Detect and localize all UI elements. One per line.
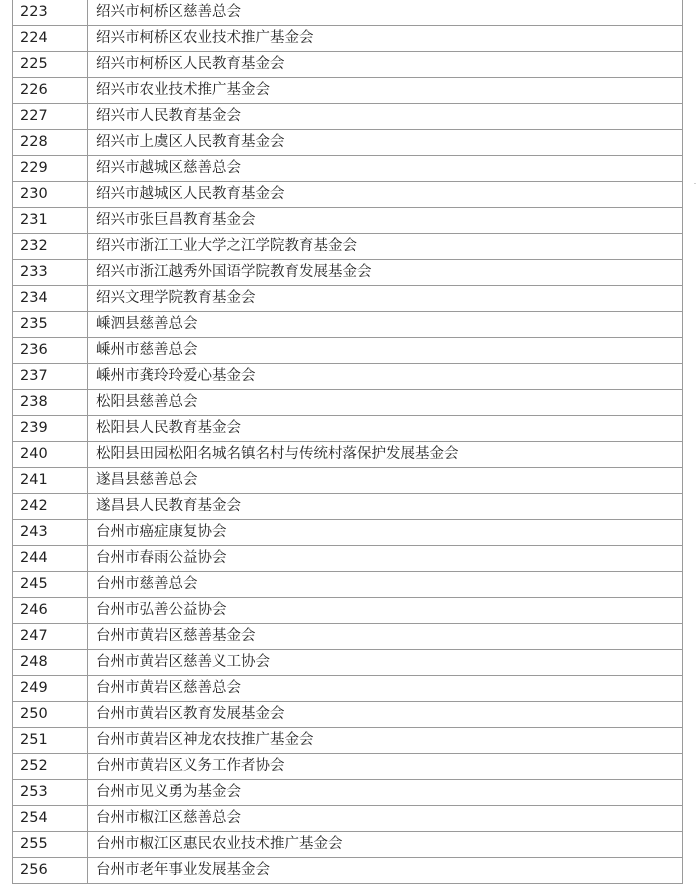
organization-name-cell: 台州市老年事业发展基金会 <box>88 858 683 884</box>
table-row <box>13 156 683 182</box>
organization-name-cell: 松阳县慈善总会 <box>88 390 683 416</box>
organization-name-cell: 绍兴市柯桥区慈善总会 <box>88 0 683 26</box>
row-number-cell: 224 <box>13 26 88 52</box>
row-number-cell: 237 <box>13 364 88 390</box>
row-number-cell: 253 <box>13 780 88 806</box>
table-row <box>13 572 683 598</box>
table-row <box>13 208 683 234</box>
organization-name-cell: 绍兴市浙江越秀外国语学院教育发展基金会 <box>88 260 683 286</box>
table-row <box>13 520 683 546</box>
organization-name-cell: 绍兴市人民教育基金会 <box>88 104 683 130</box>
row-number-cell: 244 <box>13 546 88 572</box>
table-row <box>13 416 683 442</box>
organization-table <box>12 0 683 884</box>
organization-name-cell: 嵊泗县慈善总会 <box>88 312 683 338</box>
row-number-cell: 226 <box>13 78 88 104</box>
table-row <box>13 598 683 624</box>
table-row <box>13 832 683 858</box>
row-number-cell: 243 <box>13 520 88 546</box>
organization-name-cell: 绍兴市上虞区人民教育基金会 <box>88 130 683 156</box>
row-number-cell: 229 <box>13 156 88 182</box>
organization-name-cell: 遂昌县慈善总会 <box>88 468 683 494</box>
organization-name-cell: 台州市弘善公益协会 <box>88 598 683 624</box>
row-number-cell: 230 <box>13 182 88 208</box>
organization-name-cell: 松阳县田园松阳名城名镇名村与传统村落保护发展基金会 <box>88 442 683 468</box>
row-number-cell: 246 <box>13 598 88 624</box>
table-row <box>13 390 683 416</box>
row-number-cell: 255 <box>13 832 88 858</box>
table-row <box>13 728 683 754</box>
organization-name-cell: 台州市春雨公益协会 <box>88 546 683 572</box>
table-row <box>13 182 683 208</box>
table-row <box>13 0 683 26</box>
organization-table-body <box>13 0 683 884</box>
table-row <box>13 104 683 130</box>
table-row <box>13 650 683 676</box>
row-number-cell: 228 <box>13 130 88 156</box>
table-row <box>13 546 683 572</box>
organization-name-cell: 台州市黄岩区慈善基金会 <box>88 624 683 650</box>
table-row <box>13 26 683 52</box>
table-row <box>13 78 683 104</box>
organization-name-cell: 台州市见义勇为基金会 <box>88 780 683 806</box>
row-number-cell: 223 <box>13 0 88 26</box>
organization-table-container <box>12 0 682 884</box>
organization-name-cell: 台州市癌症康复协会 <box>88 520 683 546</box>
row-number-cell: 227 <box>13 104 88 130</box>
row-number-cell: 238 <box>13 390 88 416</box>
organization-name-cell: 台州市椒江区慈善总会 <box>88 806 683 832</box>
table-row <box>13 624 683 650</box>
row-number-cell: 233 <box>13 260 88 286</box>
organization-name-cell: 台州市黄岩区神龙农技推广基金会 <box>88 728 683 754</box>
organization-name-cell: 绍兴市越城区慈善总会 <box>88 156 683 182</box>
organization-name-cell: 台州市慈善总会 <box>88 572 683 598</box>
table-row <box>13 52 683 78</box>
table-row <box>13 468 683 494</box>
row-number-cell: 240 <box>13 442 88 468</box>
row-number-cell: 245 <box>13 572 88 598</box>
row-number-cell: 235 <box>13 312 88 338</box>
row-number-cell: 250 <box>13 702 88 728</box>
table-row <box>13 754 683 780</box>
organization-name-cell: 绍兴市浙江工业大学之江学院教育基金会 <box>88 234 683 260</box>
row-number-cell: 239 <box>13 416 88 442</box>
row-number-cell: 236 <box>13 338 88 364</box>
table-row <box>13 858 683 884</box>
organization-name-cell: 绍兴市农业技术推广基金会 <box>88 78 683 104</box>
organization-name-cell: 台州市黄岩区义务工作者协会 <box>88 754 683 780</box>
organization-name-cell: 绍兴市张巨昌教育基金会 <box>88 208 683 234</box>
organization-name-cell: 嵊州市龚玲玲爱心基金会 <box>88 364 683 390</box>
table-row <box>13 780 683 806</box>
table-row <box>13 702 683 728</box>
row-number-cell: 241 <box>13 468 88 494</box>
table-row <box>13 286 683 312</box>
row-number-cell: 225 <box>13 52 88 78</box>
row-number-cell: 247 <box>13 624 88 650</box>
row-number-cell: 256 <box>13 858 88 884</box>
organization-name-cell: 遂昌县人民教育基金会 <box>88 494 683 520</box>
row-number-cell: 254 <box>13 806 88 832</box>
table-row <box>13 676 683 702</box>
row-number-cell: 242 <box>13 494 88 520</box>
table-row <box>13 494 683 520</box>
table-row <box>13 130 683 156</box>
organization-name-cell: 台州市黄岩区教育发展基金会 <box>88 702 683 728</box>
organization-name-cell: 绍兴市柯桥区人民教育基金会 <box>88 52 683 78</box>
organization-name-cell: 嵊州市慈善总会 <box>88 338 683 364</box>
row-number-cell: 249 <box>13 676 88 702</box>
organization-name-cell: 台州市黄岩区慈善总会 <box>88 676 683 702</box>
table-row <box>13 312 683 338</box>
row-number-cell: 248 <box>13 650 88 676</box>
row-number-cell: 232 <box>13 234 88 260</box>
organization-name-cell: 绍兴文理学院教育基金会 <box>88 286 683 312</box>
organization-name-cell: 台州市椒江区惠民农业技术推广基金会 <box>88 832 683 858</box>
table-row <box>13 260 683 286</box>
table-row <box>13 806 683 832</box>
row-number-cell: 234 <box>13 286 88 312</box>
organization-name-cell: 台州市黄岩区慈善义工协会 <box>88 650 683 676</box>
organization-name-cell: 松阳县人民教育基金会 <box>88 416 683 442</box>
table-row <box>13 338 683 364</box>
table-row <box>13 364 683 390</box>
organization-name-cell: 绍兴市越城区人民教育基金会 <box>88 182 683 208</box>
row-number-cell: 252 <box>13 754 88 780</box>
table-row <box>13 442 683 468</box>
row-number-cell: 251 <box>13 728 88 754</box>
table-row <box>13 234 683 260</box>
row-number-cell: 231 <box>13 208 88 234</box>
organization-name-cell: 绍兴市柯桥区农业技术推广基金会 <box>88 26 683 52</box>
